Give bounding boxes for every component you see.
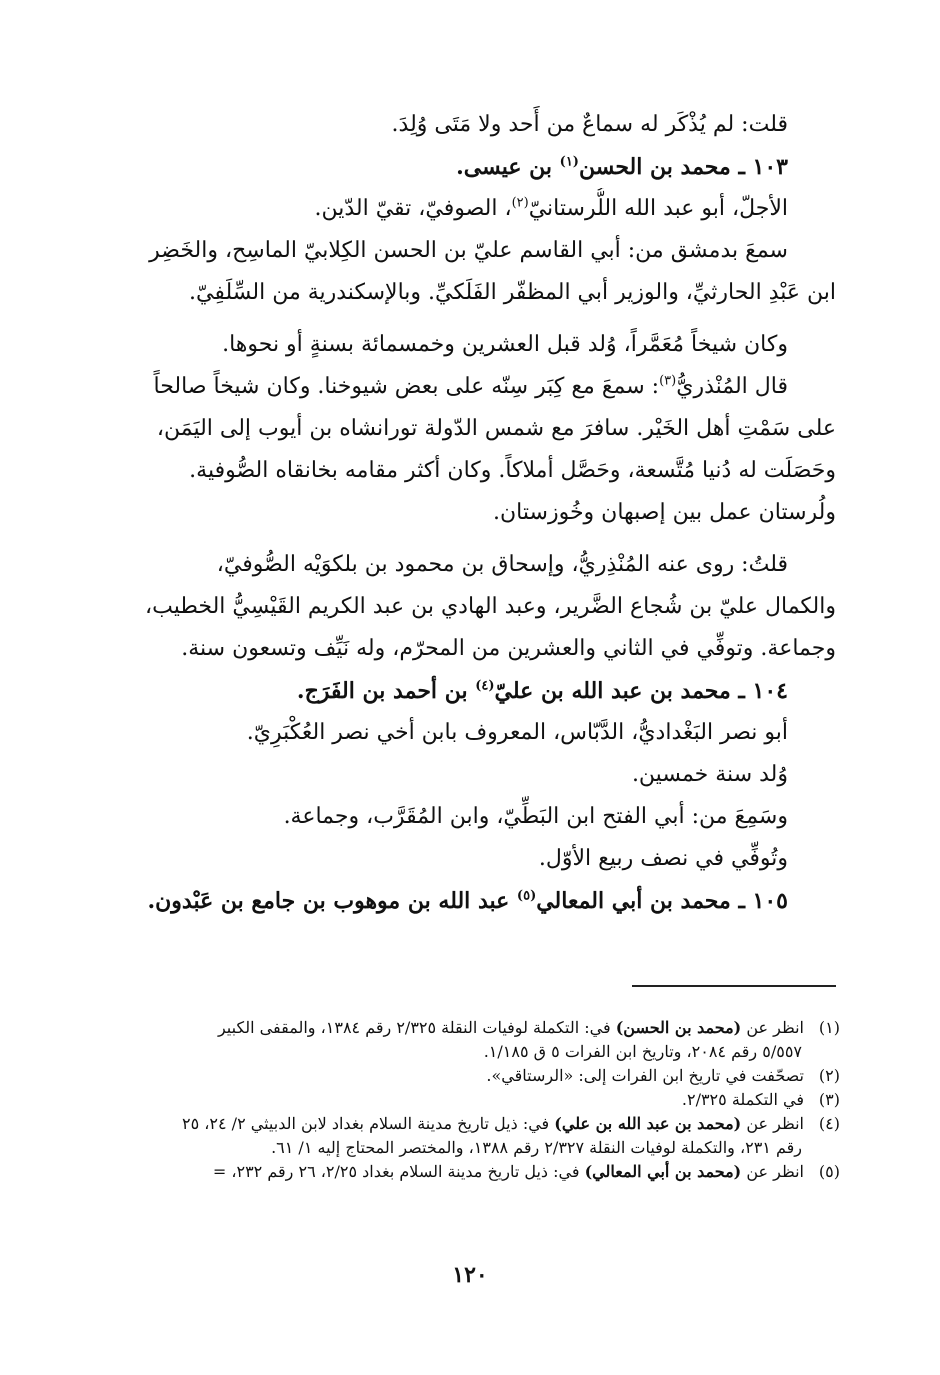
footnote-subject: (محمد بن الحسن) [615,1018,742,1037]
text-line: والكمال عليّ بن شُجاع الضَّرير، وعبد الهادي بن عبد الكريم القَيْسِيُّ الخطيب، [144,594,836,619]
text-line: وسَمِعَ من: أبي الفتح ابن البَطِّيّ، وابن المُقَرَّب، وجماعة. [283,804,788,829]
footnote-1 [100,1016,840,1040]
footnote-text: انظر عن [741,1018,804,1037]
heading-text: ١٠٣ ـ محمد بن الحسن [578,154,788,180]
text-line: وتُوفِّي في نصف ربيع الأوّل. [538,846,788,871]
footnote-number: (٥) [818,1162,840,1181]
text-line: ولُرستان عمل بين إصبهان وخُوزستان. [493,500,836,525]
footnote-text: في التكملة ٢/٣٢٥. [681,1090,804,1109]
heading-text: بن عيسى. [456,154,560,180]
footnote-number: (٣) [818,1090,840,1109]
footnote-ref[interactable]: (١) [559,154,579,170]
text-line: قلتُ: روى عنه المُنْذِريُّ، وإسحاق بن محمود بن بلكوَيْه الصُّوفيّ، [216,552,788,577]
footnote-text: في: ذيل تاريخ مدينة السلام بغداد لابن الدبيثي ٢/ ٢٤، ٢٥ [181,1114,555,1133]
footnote-number: (٤) [818,1114,840,1133]
entry-heading-104 [104,670,836,712]
footnote-2 [100,1064,840,1088]
heading-text: ١٠٤ ـ محمد بن عبد الله بن عليّ [494,678,788,704]
text-run: : سمعَ مع كِبَر سِنّه على بعض شيوخنا. وكان شيخاً صالحاً [153,374,660,399]
text-line: وحَصَلَت له دُنيا مُتَّسعة، وحَصَّل أملاكاً. وكان أكثر مقامه بخانقاه الصُّوفية. [189,458,836,483]
page-number: ١٢٠ [452,1262,488,1288]
text-line: سمعَ بدمشق من: أبي القاسم عليّ بن الحسن الكِلابيّ الماسِح، والخَضِر [149,238,788,263]
footnote-separator [632,985,836,987]
footnote-text: انظر عن [741,1162,804,1181]
text-line [104,366,836,408]
entry-heading-105 [104,880,836,922]
text-line: وُلد سنة خمسين. [631,762,788,787]
footnote-ref[interactable]: (٥) [516,888,537,904]
footnote-number: (٢) [818,1066,840,1085]
footnote-text: تصحّفت في تاريخ ابن الفرات إلى: «الرستاقي». [486,1066,804,1085]
footnote-3 [100,1088,840,1112]
footnote-5 [100,1160,840,1184]
footnote-ref[interactable]: (٣) [659,373,677,389]
text-run: قال المُنْذريُّ [676,374,788,399]
entry-heading-103 [104,146,836,188]
footnote-ref[interactable]: (٤) [475,678,495,694]
text-line [104,188,836,230]
text-line: وجماعة. وتوفِّي في الثاني والعشرين من المحرّم، وله نَيِّف وتسعون سنة. [181,636,836,661]
footnote-number: (١) [818,1018,840,1037]
heading-text: عبد الله بن موهوب بن جامع بن عَبْدون. [147,888,517,914]
main-text [104,104,836,922]
footnote-ref[interactable]: (٢) [511,195,529,211]
heading-text: بن أحمد بن الفَرَج. [296,678,476,704]
text-line: ابن عَبْدِ الحارثيِّ، والوزير أبي المظفّر الفَلَكيِّ. وبالإسكندرية من السِّلَفِيّ. [189,280,836,305]
footnote-4 [100,1112,840,1136]
text-line: قلت: لم يُذْكَر له سماعٌ من أَحد ولا مَتَى وُلِدَ. [391,112,788,137]
footnote-4-continued: رقم ٢٣١، والتكملة لوفيات النقلة ٢/٣٢٧ رقم ١٣٨٨، والمختصر المحتاج إليه ١/ ٦١. [271,1138,802,1157]
footnote-text: في: التكملة لوفيات النقلة ٢/٣٢٥ رقم ١٣٨٤، والمقفى الكبير [217,1018,616,1037]
footnote-subject: (محمد بن أبي المعالي) [584,1162,742,1181]
footnote-text: انظر عن [741,1114,804,1133]
text-run: ، الصوفيّ، تقيّ الدّين. [314,196,512,221]
footnote-text: في: ذيل تاريخ مدينة السلام بغداد ٢/٢٥، ٢٦ رقم ٢٣٢، = [212,1162,585,1181]
footnote-1-continued: ٥/٥٥٧ رقم ٢٠٨٤، وتاريخ ابن الفرات ٥ ق ١/١٨٥. [483,1042,802,1061]
heading-text: ١٠٥ ـ محمد بن أبي المعالي [536,888,788,914]
text-line: وكان شيخاً مُعَمَّراً، وُلد قبل العشرين وخمسمائة بسنةٍ أو نحوها. [222,332,788,357]
text-run: الأجلّ، أبو عبد الله اللُّرستانيّ [528,196,788,221]
text-line: أبو نصر البَغْداديُّ، الدَّبّاس، المعروف بابن أخي نصر العُكْبَرِيّ. [246,720,788,745]
footnote-subject: (محمد بن عبد الله بن علي) [554,1114,742,1133]
footnotes [100,1016,840,1184]
text-line: على سَمْتِ أهل الخَيْر. سافرَ مع شمس الدّولة تورانشاه بن أيوب إلى اليَمَن، [156,416,836,441]
